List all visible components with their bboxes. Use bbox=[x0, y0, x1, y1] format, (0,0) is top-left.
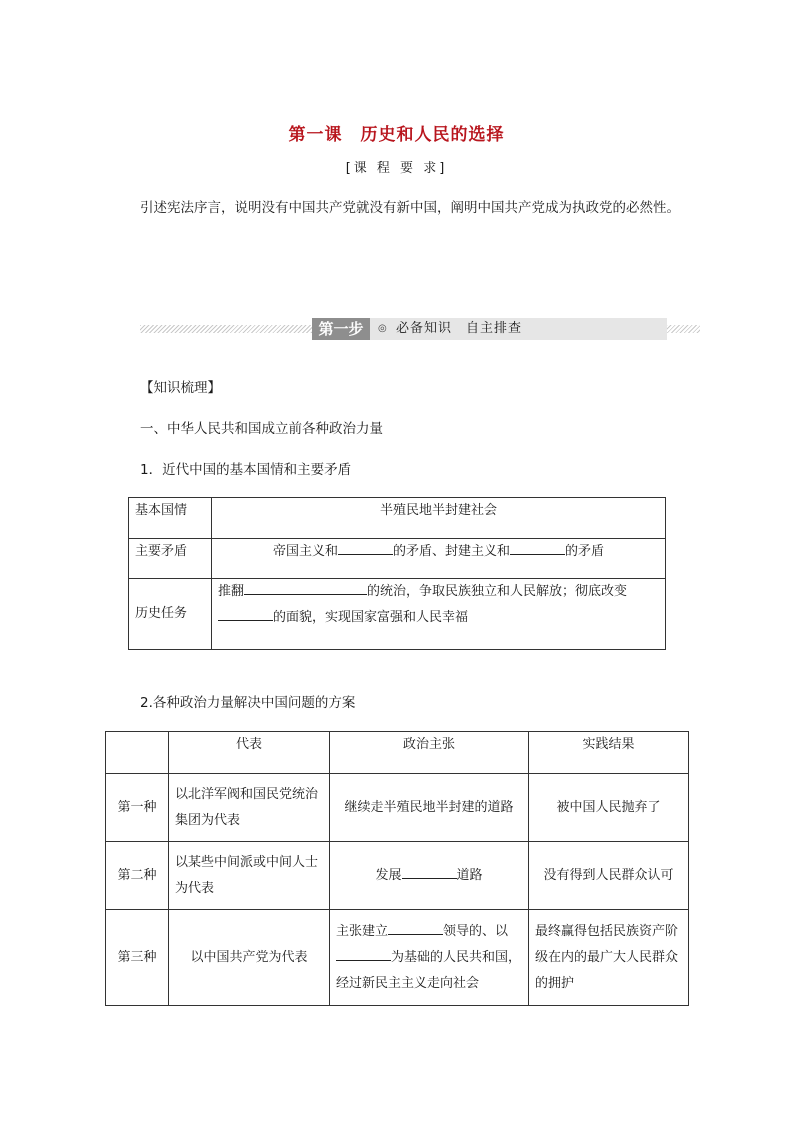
table-cell: 最终赢得包括民族资产阶级在内的最广大人民群众的拥护 bbox=[529, 910, 689, 1006]
political-forces-table bbox=[105, 731, 689, 1006]
table-cell: 继续走半殖民地半封建的道路 bbox=[330, 774, 529, 842]
course-requirements-text: 引述宪法序言，说明没有中国共产党就没有新中国，阐明中国共产党成为执政党的必然性。 bbox=[140, 200, 680, 216]
item2-heading: 2.各种政治力量解决中国问题的方案 bbox=[140, 695, 356, 711]
cell-text: 为基础的人民共和国，经过新民主主义走向社会 bbox=[336, 949, 522, 991]
table-cell: 被中国人民抛弃了 bbox=[529, 774, 689, 842]
cell-text: 的统治，争取民族独立和人民解放；彻底改变 bbox=[367, 584, 628, 599]
header-representative: 代表 bbox=[169, 732, 330, 774]
table-row bbox=[129, 498, 666, 539]
step-banner bbox=[140, 318, 700, 340]
table-cell: 以中国共产党为代表 bbox=[169, 910, 330, 1006]
cell-text: 主张建立 bbox=[336, 923, 389, 939]
table-cell bbox=[212, 539, 666, 579]
table-row bbox=[106, 842, 689, 910]
cell-text: 发展 bbox=[375, 867, 402, 883]
table-cell: 以某些中间派或中间人士为代表 bbox=[169, 842, 330, 910]
table-header-row bbox=[106, 732, 689, 774]
table-cell bbox=[330, 842, 529, 910]
table-cell: 主要矛盾 bbox=[129, 539, 212, 579]
fill-blank[interactable] bbox=[510, 542, 565, 555]
bullet-icon: ◎ bbox=[378, 323, 387, 334]
table-cell: 半殖民地半封建社会 bbox=[212, 498, 666, 539]
banner-caption: 必备知识 自主排查 bbox=[396, 321, 523, 336]
table-cell: 以北洋军阀和国民党统治集团为代表 bbox=[169, 774, 330, 842]
table-cell bbox=[330, 910, 529, 1006]
fill-blank[interactable] bbox=[402, 866, 457, 879]
fill-blank[interactable] bbox=[338, 542, 393, 555]
part1-heading: 一、中华人民共和国成立前各种政治力量 bbox=[140, 421, 383, 437]
cell-text: 的矛盾 bbox=[565, 544, 605, 559]
cell-text: 推翻 bbox=[218, 584, 245, 599]
fill-blank[interactable] bbox=[218, 608, 273, 621]
row-label: 第二种 bbox=[106, 842, 169, 910]
table-cell: 基本国情 bbox=[129, 498, 212, 539]
cell-text: 帝国主义和 bbox=[272, 544, 338, 559]
table-cell: 历史任务 bbox=[129, 579, 212, 650]
cell-text: 领导的、以 bbox=[443, 923, 509, 939]
table-cell bbox=[106, 732, 169, 774]
table-row bbox=[129, 539, 666, 579]
table-row bbox=[106, 910, 689, 1006]
cell-text: 道路 bbox=[456, 867, 483, 883]
cell-text: 的矛盾、封建主义和 bbox=[392, 544, 510, 559]
table-row bbox=[106, 774, 689, 842]
fill-blank[interactable] bbox=[336, 948, 391, 961]
cell-text: 的面貌，实现国家富强和人民幸福 bbox=[273, 610, 469, 625]
step-label: 第一步 bbox=[312, 318, 370, 340]
knowledge-heading: 【知识梳理】 bbox=[140, 380, 221, 396]
lesson-title: 第一课 历史和人民的选择 bbox=[288, 125, 505, 145]
header-result: 实践结果 bbox=[529, 732, 689, 774]
table-row bbox=[129, 579, 666, 650]
row-label: 第一种 bbox=[106, 774, 169, 842]
table-cell bbox=[212, 579, 666, 650]
fill-blank[interactable] bbox=[388, 922, 443, 935]
fill-blank[interactable] bbox=[244, 582, 367, 595]
item1-heading: 1．近代中国的基本国情和主要矛盾 bbox=[140, 462, 352, 478]
header-political-claim: 政治主张 bbox=[330, 732, 529, 774]
table-cell: 没有得到人民群众认可 bbox=[529, 842, 689, 910]
course-requirements-heading: [课 程 要 求] bbox=[345, 161, 448, 176]
national-conditions-table bbox=[128, 497, 666, 650]
row-label: 第三种 bbox=[106, 910, 169, 1006]
